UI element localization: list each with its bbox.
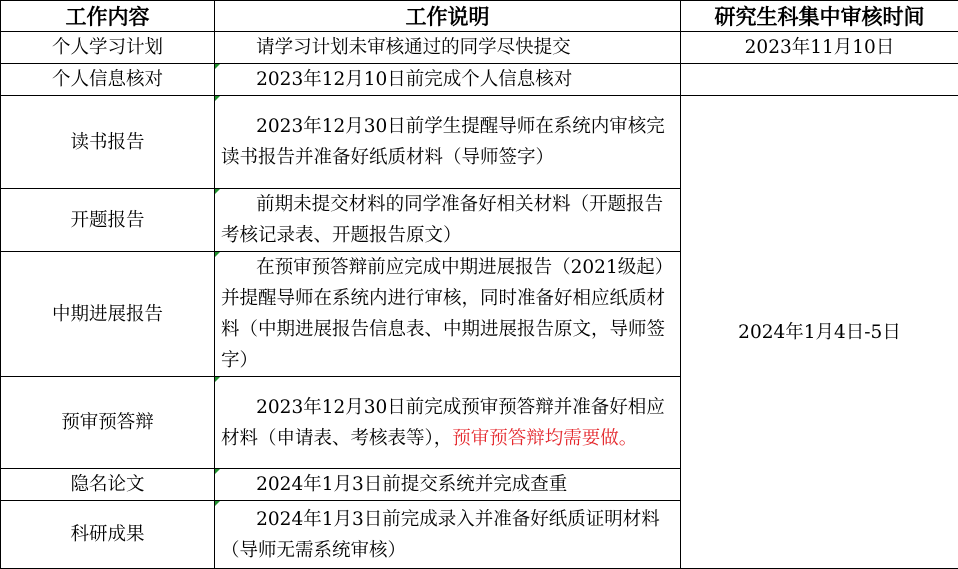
- header-review-time: 研究生科集中审核时间: [681, 1, 958, 32]
- row-description: 2024年1月3日前完成录入并准备好纸质证明材料（导师无需系统审核）: [215, 501, 681, 569]
- row-name: 预审预答辩: [1, 377, 215, 469]
- row-name: 隐名论文: [1, 469, 215, 501]
- row-description: 2023年12月30日前完成预审预答辩并准备好相应材料（申请表、考核表等），预审预答辩均需要做。: [215, 377, 681, 469]
- row-description-note: 预审预答辩均需要做。: [452, 428, 637, 449]
- header-description: 工作说明: [215, 1, 681, 32]
- row-name: 科研成果: [1, 501, 215, 569]
- row-description: 请学习计划未审核通过的同学尽快提交: [215, 32, 681, 64]
- row-description: 2023年12月10日前完成个人信息核对: [215, 64, 681, 96]
- table-row: [1, 64, 958, 96]
- row-description: 2024年1月3日前提交系统并完成查重: [215, 469, 681, 501]
- table-row: [1, 32, 958, 64]
- row-description: 在预审预答辩前应完成中期进展报告（2021级起）并提醒导师在系统内进行审核，同时准备好相应纸质材料（中期进展报告信息表、中期进展报告原文，导师签字）: [215, 252, 681, 377]
- row-name: 中期进展报告: [1, 252, 215, 377]
- row-review-time: 2023年11月10日: [681, 32, 958, 64]
- header-row: [1, 1, 958, 32]
- row-description: 前期未提交材料的同学准备好相关材料（开题报告考核记录表、开题报告原文）: [215, 189, 681, 252]
- row-name: 读书报告: [1, 96, 215, 189]
- row-name: 个人信息核对: [1, 64, 215, 96]
- merged-review-time: 2024年1月4日-5日: [681, 96, 958, 569]
- header-content: 工作内容: [1, 1, 215, 32]
- table-row: [1, 96, 958, 189]
- row-review-time: [681, 64, 958, 96]
- row-description: 2023年12月30日前学生提醒导师在系统内审核完读书报告并准备好纸质材料（导师签字）: [215, 96, 681, 189]
- row-name: 开题报告: [1, 189, 215, 252]
- row-name: 个人学习计划: [1, 32, 215, 64]
